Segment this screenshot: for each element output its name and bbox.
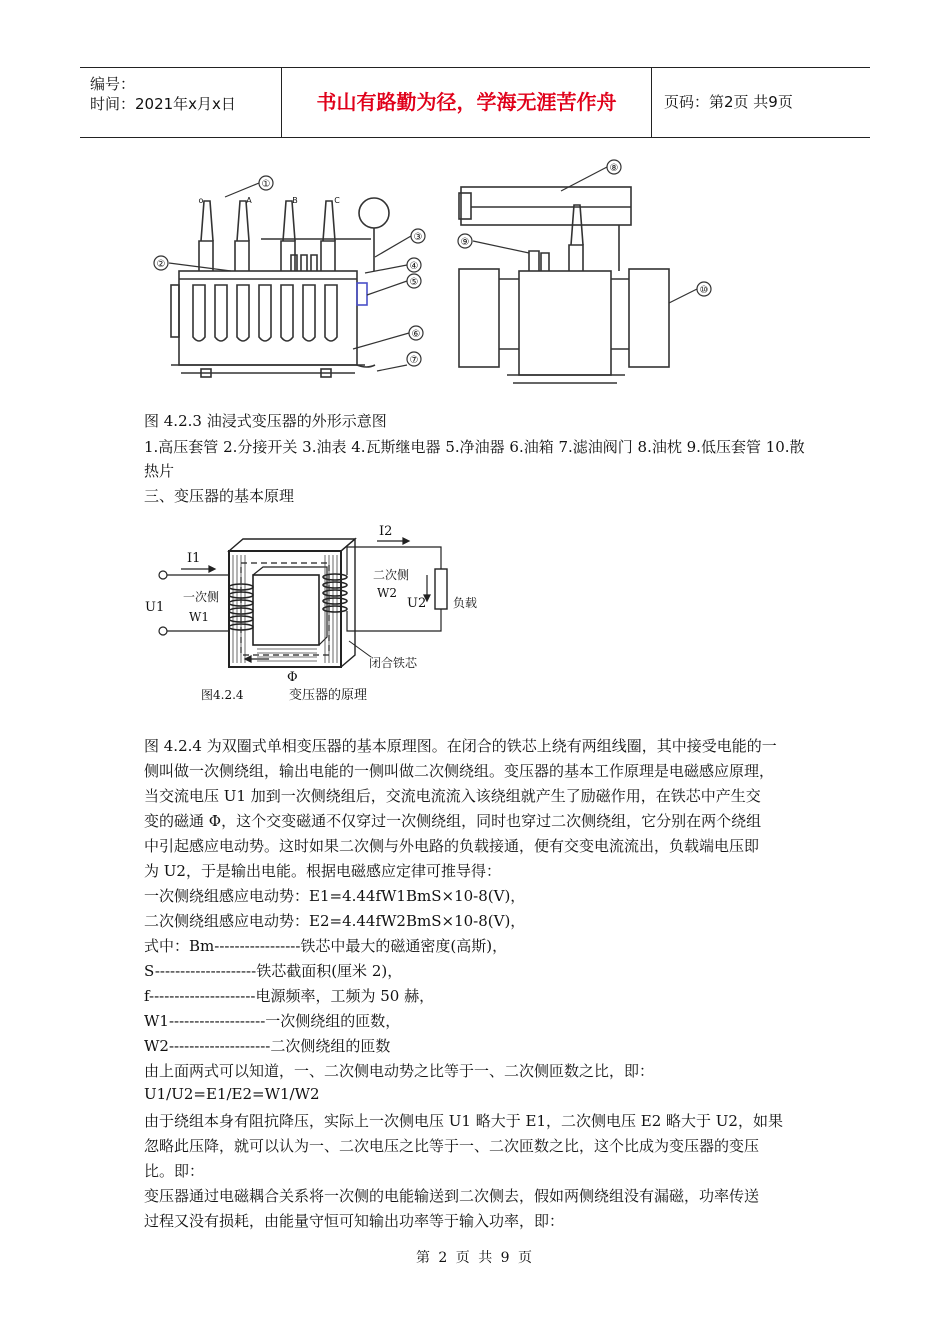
figure2-caption-number: 图4.2.4 [201, 688, 244, 702]
label-i1: I1 [187, 551, 201, 566]
paragraph-line: 图 4.2.4 为双圈式单相变压器的基本原理图。在闭合的铁芯上绕有两组线圈，其中接受电能的一 [144, 737, 777, 755]
label-i2: I2 [379, 524, 393, 539]
label-w2: W2 [377, 586, 397, 600]
label-closed-core: 闭合铁芯 [369, 656, 418, 670]
page-footer: 第 2 页 共 9 页 [415, 1250, 535, 1266]
radiator-right [629, 269, 669, 367]
paragraph-line: 为 U2，于是输出电能。根据电磁感应定律可推导得： [144, 862, 501, 880]
page-header [80, 67, 870, 138]
label-w1: W1 [189, 610, 209, 624]
label-u1: U1 [145, 600, 165, 615]
paragraph-line: 变的磁通 Φ，这个交变磁通不仅穿过一次侧绕组，同时也穿过二次侧绕组，它分别在两个绕组 [144, 812, 762, 830]
callout-5: ⑤ [409, 277, 419, 288]
paragraph-line: 比。即： [144, 1162, 205, 1180]
transformer-principle-figure [141, 517, 499, 712]
header-meta [80, 68, 280, 137]
formula-line: 一次侧绕组感应电动势：E1=4.44fW1BmS×10-8(V)， [144, 887, 526, 905]
figure-legend: 热片 [144, 462, 175, 480]
callout-10: ⑩ [699, 285, 709, 296]
callout-8: ⑧ [609, 163, 619, 174]
callout-3: ③ [413, 232, 423, 243]
radiator-left [459, 269, 499, 367]
label-phi: Φ [287, 670, 298, 685]
doc-number-label: 编号： [90, 75, 136, 93]
phase-label-b: B [292, 196, 298, 205]
paragraph-line: 侧叫做一次侧绕组，输出电能的一侧叫做二次侧绕组。变压器的基本工作原理是电磁感应原理， [144, 762, 775, 780]
formula-line: 二次侧绕组感应电动势：E2=4.44fW2BmS×10-8(V)， [144, 912, 526, 930]
conservator-tank [461, 187, 631, 225]
paragraph-line: 变压器通过电磁耦合关系将一次侧的电能输送到二次侧去，假如两侧绕组没有漏磁，功率传送 [144, 1187, 760, 1205]
label-load: 负载 [453, 596, 478, 610]
definition-line: 式中：Bm-----------------铁芯中最大的磁通密度(高斯)， [144, 937, 508, 955]
figure2-caption-text: 变压器的原理 [289, 688, 368, 703]
label-secondary: 二次侧 [373, 568, 410, 582]
definition-line: S--------------------铁芯截面积(厘米 2)， [144, 962, 403, 980]
paragraph-line: 由于绕组本身有阻抗降压，实际上一次侧电压 U1 略大于 E1，二次侧电压 E2 略大于 U2，如果 [144, 1112, 783, 1130]
definition-line: f---------------------电源频率，工频为 50 赫， [144, 987, 435, 1005]
phase-label-o: o [198, 196, 204, 205]
callout-9: ⑨ [460, 237, 470, 248]
header-motto: 书山有路勤为径，学海无涯苦作舟 [316, 90, 617, 114]
definition-line: W1-------------------一次侧绕组的匝数， [144, 1012, 401, 1030]
paragraph-line: 中引起感应电动势。这时如果二次侧与外电路的负载接通，便有交变电流流出，负载端电压即 [144, 837, 760, 855]
paragraph-line: 由上面两式可以知道，一、二次侧电动势之比等于一、二次侧匝数之比，即： [144, 1062, 655, 1080]
transformer-outline-figure [141, 153, 719, 406]
definition-line: W2--------------------二次侧绕组的匝数 [144, 1037, 391, 1055]
figure-legend: 1.高压套管 2.分接开关 3.油表 4.瓦斯继电器 5.净油器 6.油箱 7.滤油阀门 8.油枕 9.低压套管 10.散 [144, 438, 805, 456]
paragraph-line: 当交流电压 U1 加到一次侧绕组后，交流电流流入该绕组就产生了励磁作用，在铁芯中产生交 [144, 787, 761, 805]
callout-1: ① [261, 179, 271, 190]
header-page-info: 页码：第2页 共9页 [664, 93, 793, 111]
label-u2: U2 [407, 596, 427, 611]
callout-2: ② [156, 259, 166, 270]
callout-6: ⑥ [411, 329, 421, 340]
paragraph-line: 忽略此压降，就可以认为一、二次电压之比等于一、二次匝数之比，这个比成为变压器的变压 [144, 1137, 760, 1155]
callout-4: ④ [409, 261, 419, 272]
tank-side-view [519, 271, 611, 375]
callout-7: ⑦ [409, 355, 419, 366]
formula-line: U1/U2=E1/E2=W1/W2 [144, 1085, 320, 1103]
doc-date: 时间：2021年x月x日 [90, 95, 236, 113]
paragraph-line: 过程又没有损耗，由能量守恒可知输出功率等于输入功率，即： [144, 1212, 565, 1230]
figure-caption: 图 4.2.3 油浸式变压器的外形示意图 [144, 412, 387, 430]
phase-label-a: A [246, 196, 252, 205]
section-heading: 三、变压器的基本原理 [144, 487, 295, 505]
label-primary: 一次侧 [183, 590, 220, 604]
phase-label-c: C [334, 196, 340, 205]
